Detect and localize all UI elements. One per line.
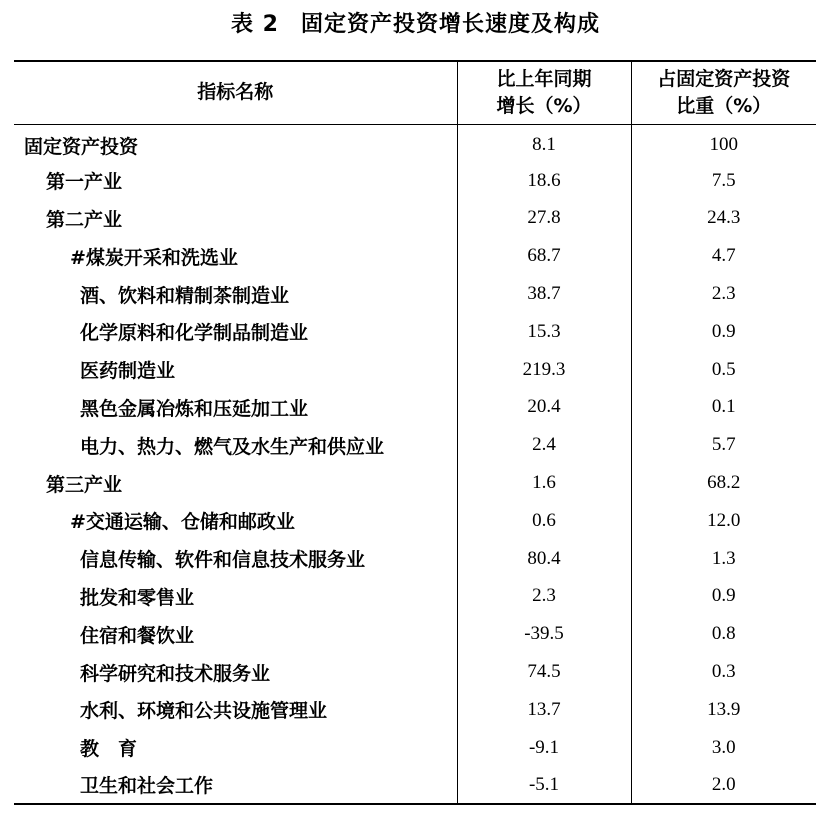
row-share: 0.5: [631, 351, 816, 389]
table-row: [14, 540, 816, 578]
table-number: 表 2: [231, 12, 279, 37]
row-share: 3.0: [631, 729, 816, 767]
row-growth: 2.3: [457, 578, 631, 616]
row-growth: -9.1: [457, 729, 631, 767]
row-name: 黑色金属冶炼和压延加工业: [80, 397, 309, 420]
row-growth: 80.4: [457, 540, 631, 578]
row-name: 化学原料和化学制品制造业: [80, 322, 309, 345]
row-growth: 18.6: [457, 162, 631, 200]
row-growth: 13.7: [457, 691, 631, 729]
row-growth: 219.3: [457, 351, 631, 389]
table-row: [14, 767, 816, 805]
table-row: [14, 691, 816, 729]
header-row: [14, 61, 816, 124]
row-growth: 2.4: [457, 426, 631, 464]
table-row: [14, 464, 816, 502]
row-name: 教 育: [80, 738, 138, 761]
row-growth: 15.3: [457, 313, 631, 351]
row-growth: 8.1: [457, 124, 631, 162]
row-share: 5.7: [631, 426, 816, 464]
table-row: [14, 615, 816, 653]
row-name: 酒、饮料和精制茶制造业: [80, 284, 290, 307]
header-growth: [457, 61, 631, 124]
row-name: 批发和零售业: [80, 586, 195, 609]
row-name: 第三产业: [46, 473, 123, 496]
row-growth: 74.5: [457, 653, 631, 691]
row-growth: 27.8: [457, 200, 631, 238]
row-growth: -39.5: [457, 615, 631, 653]
row-share: 24.3: [631, 200, 816, 238]
row-share: 4.7: [631, 237, 816, 275]
header-indicator-name: 指标名称: [14, 61, 457, 124]
table-row: [14, 426, 816, 464]
row-name: 电力、热力、燃气及水生产和供应业: [80, 435, 385, 458]
row-name: 住宿和餐饮业: [80, 624, 195, 647]
table-title-text: 固定资产投资增长速度及构成: [300, 12, 600, 37]
row-growth: 0.6: [457, 502, 631, 540]
row-share: 100: [631, 124, 816, 162]
row-name: #煤炭开采和洗选业: [70, 246, 238, 269]
table-row: [14, 275, 816, 313]
row-name: 科学研究和技术服务业: [80, 662, 271, 685]
row-name: 第一产业: [46, 171, 123, 194]
row-growth: 20.4: [457, 389, 631, 427]
row-share: 0.9: [631, 578, 816, 616]
row-name: 卫生和社会工作: [14, 767, 457, 805]
table-row: [14, 351, 816, 389]
row-share: 7.5: [631, 162, 816, 200]
table-row: [14, 729, 816, 767]
row-name: 固定资产投资: [24, 135, 139, 158]
table-row: [14, 200, 816, 238]
table-title: [0, 10, 831, 40]
row-growth: 38.7: [457, 275, 631, 313]
table-row: [14, 578, 816, 616]
row-share: 1.3: [631, 540, 816, 578]
row-name: 水利、环境和公共设施管理业: [80, 700, 328, 723]
row-name: 第二产业: [46, 208, 123, 231]
table-row: [14, 502, 816, 540]
row-growth: 68.7: [457, 237, 631, 275]
row-share: 68.2: [631, 464, 816, 502]
row-share: 0.9: [631, 313, 816, 351]
table-row: [14, 313, 816, 351]
row-share: 0.1: [631, 389, 816, 427]
header-growth-line1: 比上年同期: [496, 67, 592, 90]
row-share: 2.0: [631, 767, 816, 805]
row-share: 0.8: [631, 615, 816, 653]
row-share: 12.0: [631, 502, 816, 540]
row-name: #交通运输、仓储和邮政业: [70, 511, 295, 534]
row-name: 信息传输、软件和信息技术服务业: [80, 549, 366, 572]
header-share-line1: 占固定资产投资: [657, 67, 791, 90]
header-share-line2: 比重（%）: [676, 94, 772, 117]
table-row: [14, 237, 816, 275]
investment-table: [14, 60, 816, 805]
row-share: 0.3: [631, 653, 816, 691]
row-name: 医药制造业: [80, 360, 176, 383]
row-growth: -5.1: [457, 767, 631, 805]
row-growth: 1.6: [457, 464, 631, 502]
table-row: [14, 124, 816, 162]
table-row: [14, 389, 816, 427]
header-growth-line2: 增长（%）: [496, 94, 592, 117]
row-share: 2.3: [631, 275, 816, 313]
table-row: [14, 162, 816, 200]
row-share: 13.9: [631, 691, 816, 729]
header-share: [631, 61, 816, 124]
table-row: [14, 653, 816, 691]
